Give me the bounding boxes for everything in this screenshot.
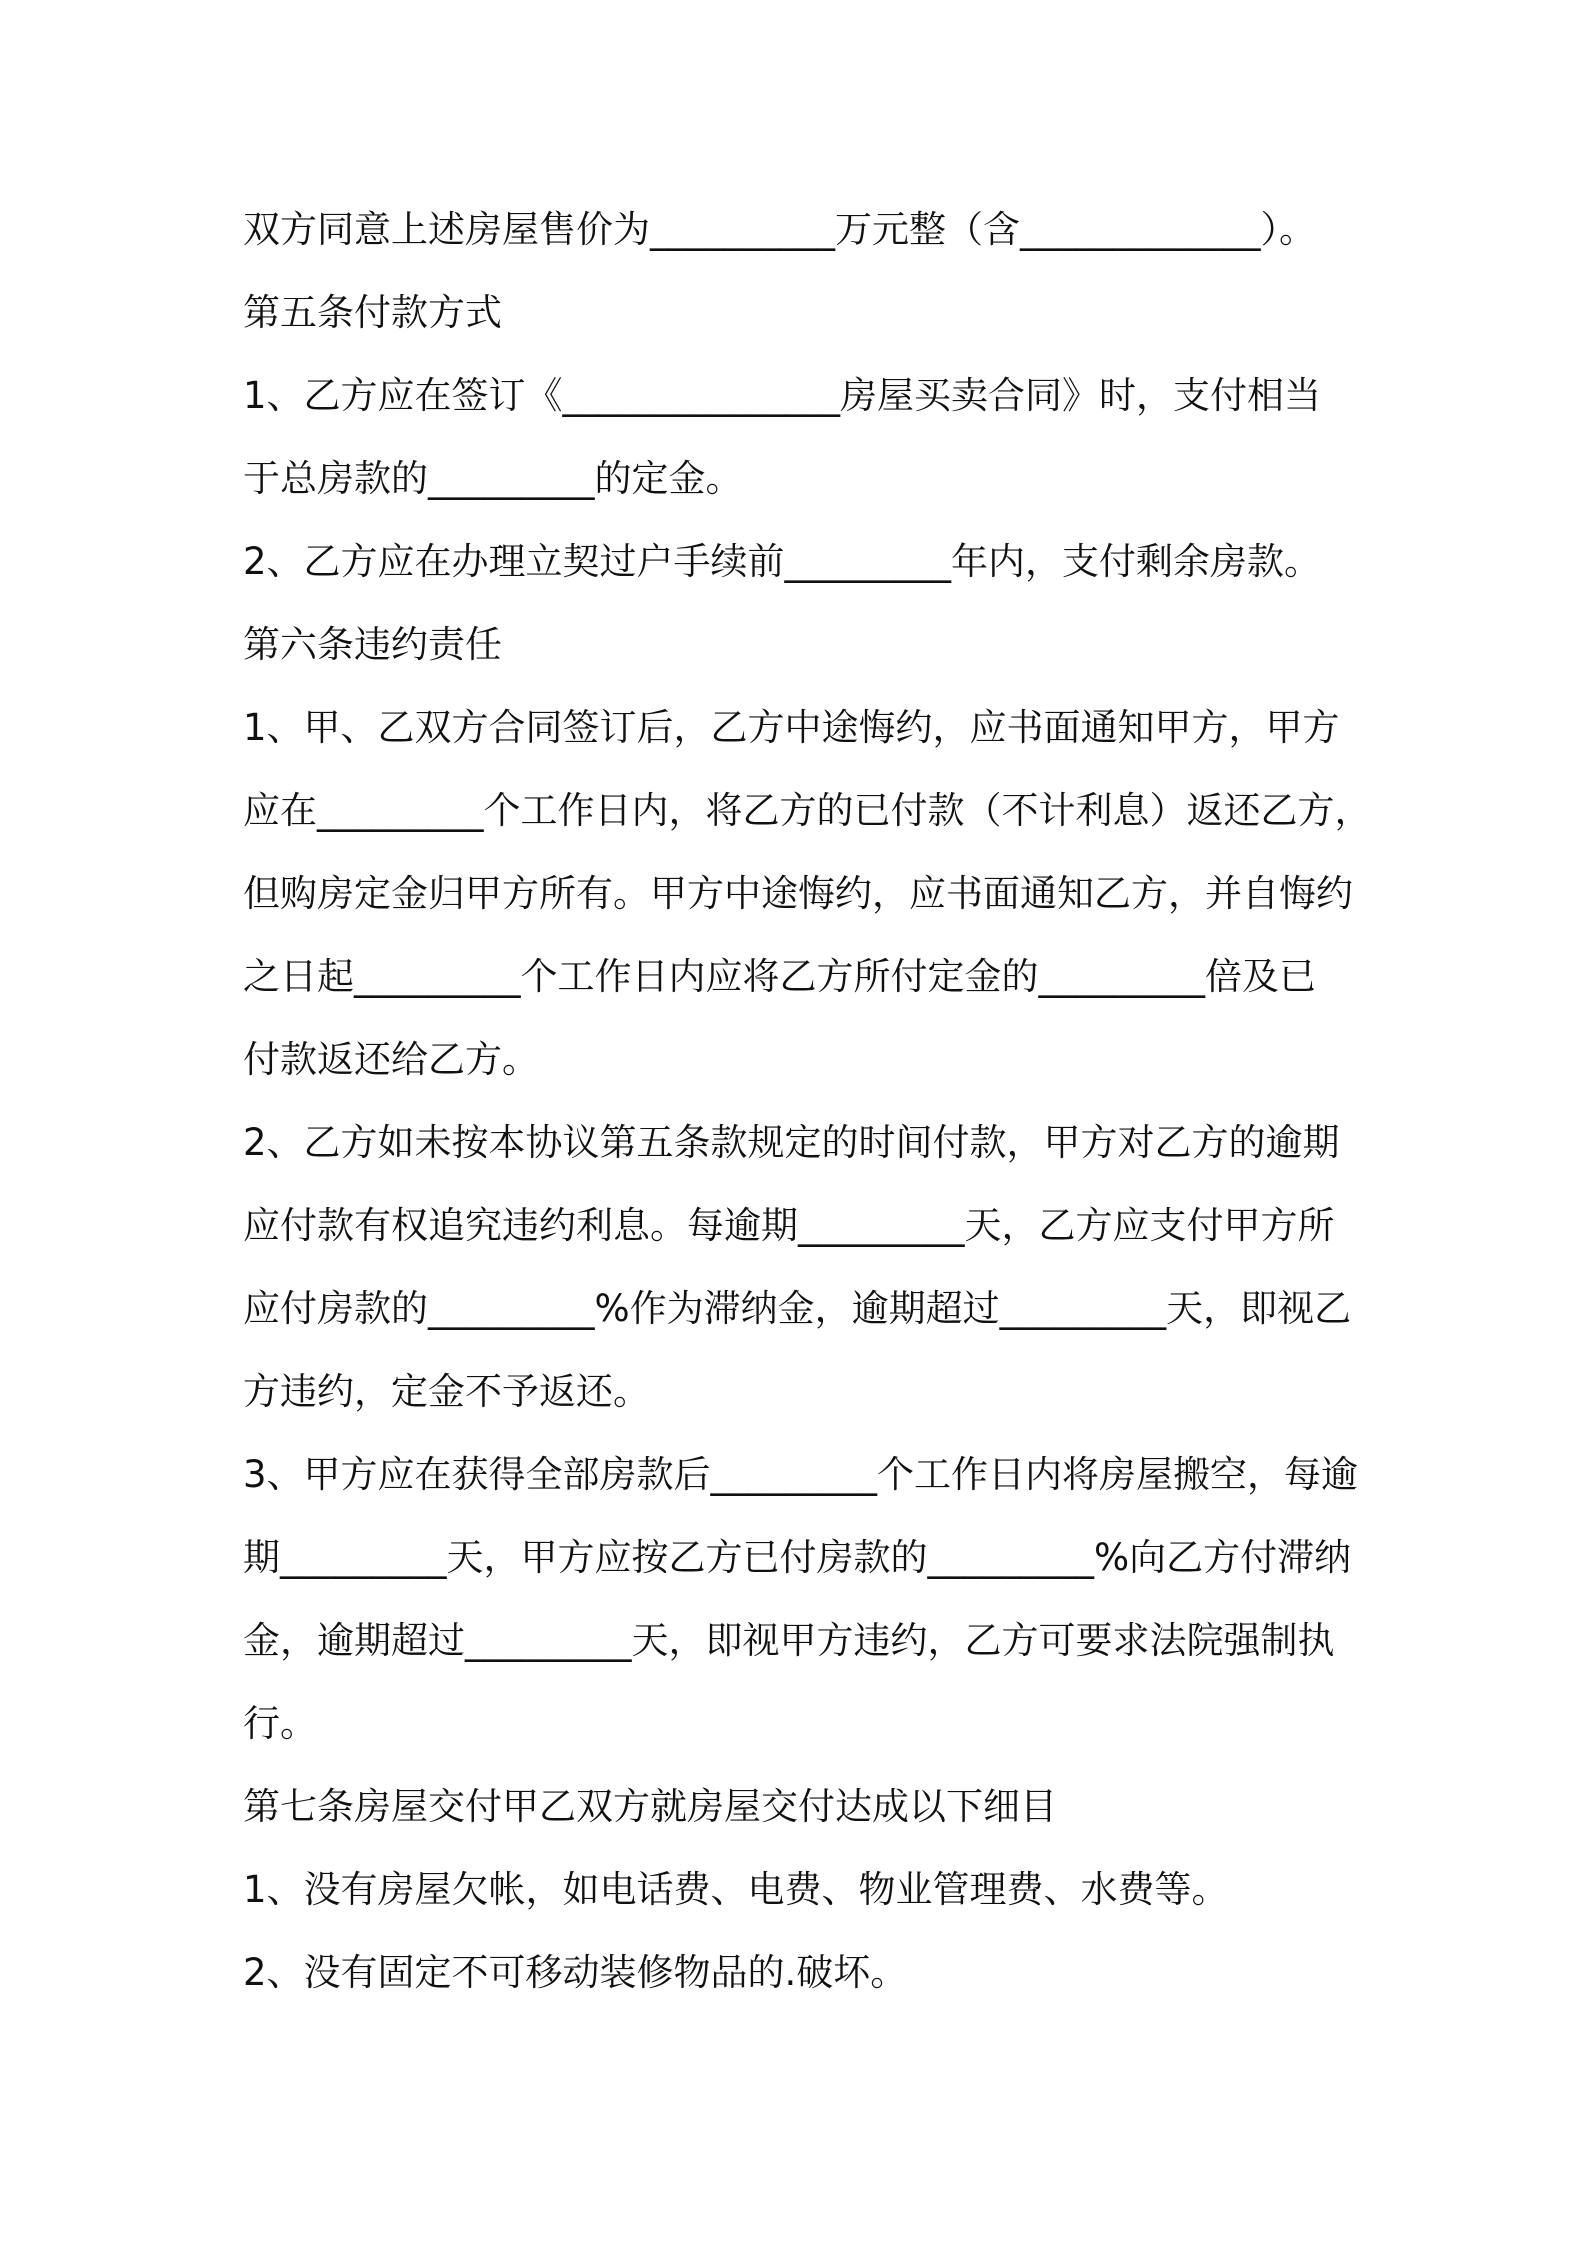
text-line-17: 期_________天，甲方应按乙方已付房款的_________%向乙方付滞纳 xyxy=(243,1536,1352,1579)
text-line-15: 方违约，定金不予返还。 xyxy=(243,1370,650,1413)
text-line-14: 应付房款的_________%作为滞纳金，逾期超过_________天，即视乙 xyxy=(243,1287,1352,1330)
text-line-19: 行。 xyxy=(243,1702,317,1745)
text-line-8: 应在_________个工作日内，将乙方的已付款（不计利息）返还乙方， xyxy=(243,789,1372,832)
text-line-7: 1、甲、乙双方合同签订后，乙方中途悔约，应书面通知甲方，甲方 xyxy=(243,706,1340,749)
section-heading-5: 第五条付款方式 xyxy=(243,291,502,334)
text-line-11: 付款返还给乙方。 xyxy=(243,1038,539,1081)
text-line-16: 3、甲方应在获得全部房款后_________个工作日内将房屋搬空，每逾 xyxy=(243,1453,1359,1496)
text-line-3: 1、乙方应在签订《_______________房屋买卖合同》时，支付相当 xyxy=(243,374,1322,417)
text-line-5: 2、乙方应在办理立契过户手续前_________年内，支付剩余房款。 xyxy=(243,540,1322,583)
text-line-9: 但购房定金归甲方所有。甲方中途悔约，应书面通知乙方，并自悔约 xyxy=(243,872,1353,915)
text-line-13: 应付款有权追究违约利息。每逾期_________天，乙方应支付甲方所 xyxy=(243,1204,1335,1247)
section-heading-6: 第六条违约责任 xyxy=(243,623,502,666)
text-line-12: 2、乙方如未按本协议第五条款规定的时间付款，甲方对乙方的逾期 xyxy=(243,1121,1340,1164)
text-line-18: 金，逾期超过_________天，即视甲方违约，乙方可要求法院强制执 xyxy=(243,1619,1335,1662)
section-heading-7: 第七条房屋交付甲乙双方就房屋交付达成以下细目 xyxy=(243,1785,1057,1828)
text-line-21: 1、没有房屋欠帐，如电话费、电费、物业管理费、水费等。 xyxy=(243,1868,1229,1911)
text-line-4: 于总房款的_________的定金。 xyxy=(243,457,743,500)
text-line-10: 之日起_________个工作日内应将乙方所付定金的_________倍及已 xyxy=(243,955,1316,998)
text-line-22: 2、没有固定不可移动装修物品的.破坏。 xyxy=(243,1951,908,1994)
text-line-1: 双方同意上述房屋售价为__________万元整（含_____________）。 xyxy=(243,208,1316,251)
